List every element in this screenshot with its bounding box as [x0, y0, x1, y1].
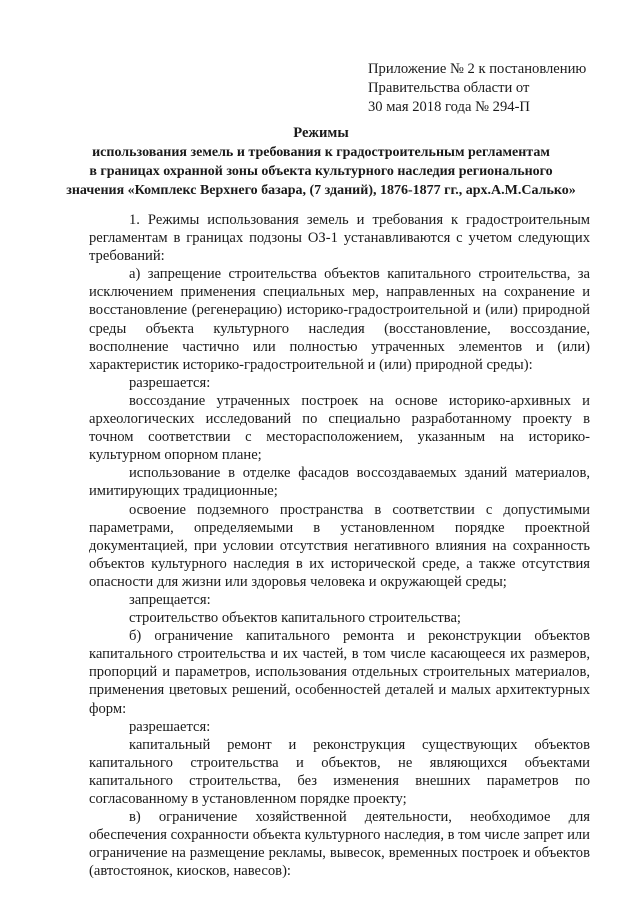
document-body — [89, 211, 590, 880]
paragraph: капитальный ремонт и реконструкция существующих объектов капитального строительства и объектов, не являющихся объектами капитального строительства, без изменения внешних параметров по согласованному в установленном порядке проекту; — [89, 736, 590, 807]
appendix-line-1: Приложение № 2 к постановлению — [368, 61, 587, 77]
paragraph: воссоздание утраченных построек на основе историко-архивных и археологических исследований по специально разработанному проекту в точном соответствии с месторасположением, указанным на историко-культурном опорном плане; — [89, 392, 590, 464]
title-heading: Режимы — [293, 125, 349, 141]
document-title — [40, 124, 602, 200]
title-line-1: использования земель и требования к градостроительным регламентам — [92, 145, 550, 160]
paragraph: разрешается: — [129, 718, 211, 735]
paragraph: освоение подземного пространства в соответствии с допустимыми параметрами, определяемыми в установленном порядке проектной документацией, при условии отсутствия негативного влияния на сохранность объектов культурного наследия в их исторической среде, а также отсутствия опасности для жизни или здоровья человека и окружающей среды; — [89, 501, 590, 590]
paragraph: в) ограничение хозяйственной деятельности, необходимое для обеспечения сохранности объекта культурного наследия, в том числе запрет или ограничение на размещение рекламы, вывесок, временных построек и объектов (автостоянок, киосков, навесов): — [89, 809, 590, 880]
paragraph: использование в отделке фасадов воссоздаваемых зданий материалов, имитирующих традиционные; — [89, 465, 590, 500]
paragraph: а) запрещение строительства объектов капитального строительства, за исключением применения специальных мер, направленных на сохранение и восстановление (регенерацию) историко-градостроительной и (или) природной среды объекта культурного наследия (восстановление, воссоздание, восполнение частично или полностью утраченных элементов и (или) характеристик историко-градостроительной и (или) природной среды): — [89, 266, 590, 373]
appendix-note — [368, 60, 630, 117]
paragraph: строительство объектов капитального строительства; — [129, 610, 461, 627]
paragraph: 1. Режимы использования земель и требования к градостроительным регламентам в границах подзоны ОЗ-1 устанавливаются с учетом следующих требований: — [89, 212, 590, 265]
appendix-line-3: 30 мая 2018 года № 294-П — [368, 99, 530, 115]
title-line-3: значения «Комплекс Верхнего базара, (7 зданий), 1876-1877 гг., арх.А.М.Салько» — [66, 183, 576, 198]
appendix-line-2: Правительства области от — [368, 80, 530, 96]
title-line-2: в границах охранной зоны объекта культурного наследия регионального — [89, 164, 553, 179]
paragraph: запрещается: — [129, 591, 211, 608]
paragraph: разрешается: — [129, 374, 211, 391]
paragraph: б) ограничение капитального ремонта и реконструкции объектов капитального строительства и их частей, в том числе касающееся их размеров, пропорций и параметров, использования отдельных строительных материалов, применения цветовых решений, особенностей деталей и малых архитектурных форм: — [89, 628, 590, 717]
